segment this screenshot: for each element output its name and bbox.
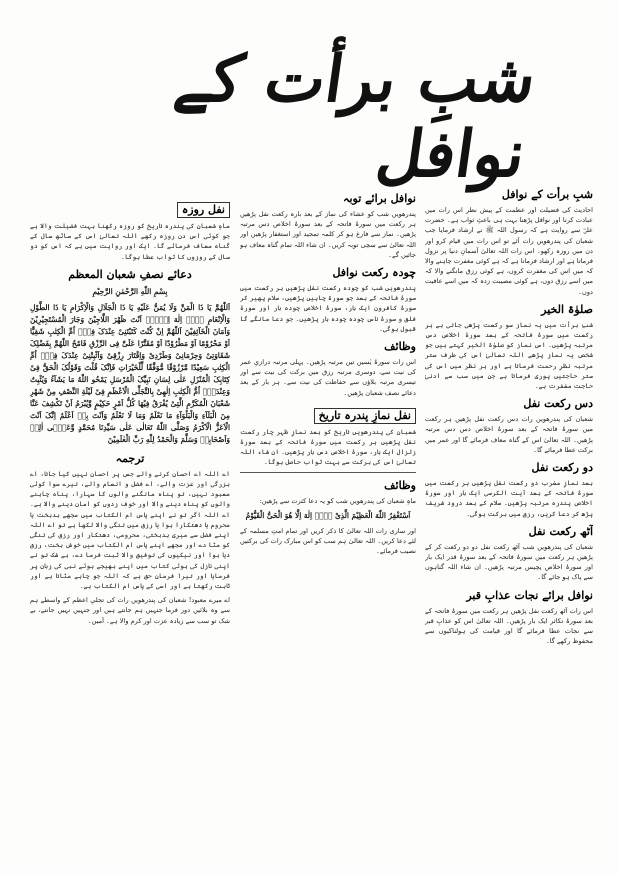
section <box>425 589 593 647</box>
section-body: شعبان کی پندرھویں شب آٹھ رکعت نفل دو دو رکعت کر کے پڑھیں ہر رکعت میں سورۂ فاتحہ کے بعد سورۂ قدر ایک بار اور سورۂ اخلاص پچیس مرتبہ پڑھیں۔ ان شاء اللہ گناہوں سے پاک ہو جائے گا۔ <box>425 542 593 582</box>
section-body: بعد نمازِ مغرب دو رکعت نفل پڑھیں ہر رکعت میں سورۂ فاتحہ کے بعد آیت الکرسی ایک بار اور سورۂ اخلاص پندرہ مرتبہ پڑھیں۔ سلام کے بعد درود شریف پڑھ کر دعا کریں، رزق میں برکت ہوگی۔ <box>425 479 593 518</box>
section-heading: نفل روزہ <box>177 202 230 218</box>
section-body: شعبان کی پندرھویں تاریخ کو بعد نمازِ ظہر چار رکعت نفل پڑھیں ہر رکعت میں سورۂ فاتحہ کے بعد سورۂ زلزال ایک بار، سورۂ اخلاص دس بار پڑھیں۔ ان شاء اللہ تعالیٰ اس کی برکت سے بہت ثواب حاصل ہوگا۔ <box>240 427 416 467</box>
translation-text: اے اللہ اے احسان کرنے والے جس پر احسان نہیں کیا جاتا، اے بزرگی اور عزت والے، اے فضل و انعام والے، تیرے سوا کوئی معبود نہیں، تو پناہ مانگنے والوں کا سہارا، پناہ چاہنے والوں کو پناہ دینے والا اور خوف زدوں کو امان دینے والا ہے۔ اے اللہ اگر تو نے اپنے پاس ام الکتاب میں مجھے بدبخت یا محروم یا دھتکارا ہوا یا رزق میں تنگی والا لکھا ہے تو اے اللہ اپنے فضل سے میری بدبختی، محرومی، دھتکار اور رزق کی تنگی کو مٹا دے اور مجھے اپنے پاس ام الکتاب میں خوش بخت، رزق دیا ہوا اور نیکیوں کی توفیق والا ثبت فرما دے، بے شک تو نے اپنی نازل کی ہوئی کتاب میں اپنے بھیجے ہوئے نبی کی زبان پر فرمایا اور تیرا فرمان حق ہے کہ اللہ جو چاہے مٹاتا ہے اور ثابت رکھتا ہے اور اسی کے پاس ام الکتاب ہے۔ <box>30 469 230 591</box>
section-heading: دو رکعت نفل <box>531 461 593 475</box>
section <box>240 402 416 468</box>
section <box>240 340 416 398</box>
section-heading: نوافل برائے توبہ <box>343 192 416 205</box>
closing-text: اور ساری رات اللہ تعالیٰ کا ذکر کریں اور تمام امتِ مسلمہ کے لئے دعا کریں۔ اللہ تعالیٰ ہم سب کو اس مبارک رات کی برکتیں نصیب فرمائے۔ <box>240 526 416 556</box>
divider <box>240 472 416 473</box>
bismillah: بِسْمِ اللّٰهِ الرَّحْمٰنِ الرَّحِیْمِ <box>92 286 168 296</box>
section <box>240 192 416 260</box>
section-body: ماہِ شعبان کی پندرہ تاریخ کو روزہ رکھنا بہت فضیلت والا ہے جو کوئی اس دن روزہ رکھے اللہ تعالیٰ اس کے ساٹھ سال کے گناہ معاف فرمائے گا۔ ایک اور روایت میں ہے کہ اس کو دو سال کے روزوں کا ثواب عطا ہوگا۔ <box>30 222 230 261</box>
section-heading: صلوٰۃ الخیر <box>541 302 593 316</box>
section-heading: نفل نمازِ پندرہ تاریخ <box>314 408 416 424</box>
dua-arabic: اَسْتَغْفِرُ اللّٰهَ الْعَظِیْمَ الَّذِیْ لَاۤ اِلٰهَ اِلَّا هُوَ الْحَیُّ الْقَیُّوْمُ <box>245 510 411 520</box>
section-body: شبِ برأت میں یہ نماز سو رکعت پڑھی جاتی ہے ہر رکعت میں سورۂ فاتحہ کے بعد سورۂ اخلاص دس مرتبہ پڑھیں۔ اس نماز کو صلوٰۃ الخیر کہتے ہیں جو شخص یہ نماز پڑھے اللہ تعالیٰ اس کی طرف ستر مرتبہ نظرِ رحمت فرماتا ہے اور ہر نظر میں اس کی ستر حاجتیں پوری فرماتا ہے جن میں سب سے ادنیٰ حاجت مغفرت ہے۔ <box>425 320 593 391</box>
section-heading: آٹھ رکعت نفل <box>528 524 593 538</box>
section-body: شعبان کی پندرھویں رات دس رکعت نفل پڑھیں ہر رکعت میں سورۂ فاتحہ کے بعد سورۂ اخلاص دس دس مرتبہ پڑھیں۔ اللہ تعالیٰ اس کے گناہ معاف فرمائے گا اور عمر میں برکت عطا فرمائے گا۔ <box>425 415 593 454</box>
section-heading: دس رکعت نفل <box>523 397 593 411</box>
section <box>425 525 593 583</box>
section-body: پندرھویں شب کو عشاء کی نماز کے بعد بارہ رکعت نفل پڑھیں ہر رکعت میں سورۂ فاتحہ کے بعد سورۂ اخلاص دس مرتبہ پڑھیں۔ نماز سے فارغ ہو کر کلمہ تمجید اور استغفار پڑھیں اور اللہ تعالیٰ سے سچی توبہ کریں۔ ان شاء اللہ تمام گناہ معاف ہو جائیں گے۔ <box>240 210 416 259</box>
section-heading: وظائف <box>384 478 416 492</box>
section <box>425 461 593 519</box>
section-body: احادیث کی فضیلت اور عظمت کے پیش نظر اس رات میں عبادت کرنا اور نوافل پڑھنا بہت ہی باعثِ ثواب ہے۔ حضرت علیؓ سے روایت ہے کہ رسول اللہ ﷺ نے ارشاد فرمایا جب شعبان کی پندرھویں رات آئے تو اس رات میں قیام کرو اور دن میں روزہ رکھو۔ اس رات اللہ تعالیٰ آسمانِ دنیا پر نزول فرماتا ہے اور ارشاد فرماتا ہے کہ ہے کوئی مغفرت چاہنے والا کہ میں اس کی مغفرت کروں، ہے کوئی رزق مانگنے والا کہ میں اسے رزق دوں، ہے کوئی مصیبت زدہ کہ میں اسے عافیت دوں۔ <box>425 206 593 296</box>
column-middle <box>240 186 416 786</box>
section-heading: نوافل برائے نجات عذابِ قبر <box>466 588 593 602</box>
dua-arabic: اَللّٰهُمَّ یَا ذَا الْمَنِّ وَلَا یُمَنُّ عَلَیْهِ یَا ذَا الْجَلَالِ وَالْاِکْرَامِ یَا ذَا الطَّوْلِ وَالْاِنْعَامِ لَاۤ اِلٰهَ اِلَّاۤ اَنْتَ ظَهْرَ اللَّاجِیْنَ وَجَارَ الْمُسْتَجِیْرِیْنَ وَاَمَانَ الْخَآئِفِیْنَ اَللّٰهُمَّ اِنْ کُنْتَ کَتَبْتَنِیْ عِنْدَکَ فِیْۤ اُمِّ الْکِتٰبِ شَقِیًّا اَوْ مَحْرُوْمًا اَوْ مَطْرُوْدًا اَوْ مُقَتَّرًا عَلَیَّ فِی الرِّزْقِ فَامْحُ اللّٰهُمَّ بِفَضْلِکَ شَقَاوَتِیْ وَحِرْمَانِیْ وَطَرْدِیْ وَاِقْتَارَ رِزْقِیْ وَاَثْبِتْنِیْ عِنْدَکَ فِیْۤ اُمِّ الْکِتٰبِ سَعِیْدًا مَّرْزُوْقًا مُّوَفَّقًا لِّلْخَیْرَاتِ فَاِنَّکَ قُلْتَ وَقَوْلُکَ الْحَقُّ فِیْ کِتَابِکَ الْمُنْزَلِ عَلٰی لِسَانِ نَبِیِّکَ الْمُرْسَلِ یَمْحُو اللّٰهُ مَا یَشَآءُ وَیُثْبِتُ وَعِنْدَهٗۤ اُمُّ الْکِتٰبِ اِلٰهِیْ بِالتَّجَلِّی الْاَعْظَمِ فِیْ لَیْلَةِ النِّصْفِ مِنْ شَهْرِ شَعْبَانَ الْمُکَرَّمِ الَّتِیْ یُفْرَقُ فِیْهَا کُلُّ اَمْرٍ حَکِیْمٍ وَّیُبْرَمُ اَنْ تَکْشِفَ عَنَّا مِنَ الْبَلَآءِ وَالْبَلْوَآءِ مَا نَعْلَمُ وَمَا لَا نَعْلَمُ وَاَنْتَ بِهٖ اَعْلَمُ اِنَّکَ اَنْتَ الْاَعَزُّ الْاَکْرَمُ وَصَلَّى اللّٰهُ تَعَالٰى عَلٰى سَیِّدِنَا مُحَمَّدٍ وَّعَلٰۤى اٰلِهٖ وَاَصْحَابِهٖ وَسَلَّمَ وَالْحَمْدُ لِلّٰهِ رَبِّ الْعٰلَمِیْنَ <box>30 302 230 444</box>
section-body: پندرھویں شب کو چودہ رکعت نفل پڑھیں ہر رکعت میں سورۂ فاتحہ کے بعد جو سورۃ چاہیں پڑھیں، سلام پھیر کر سورۂ کافرون ایک بار، سورۂ اخلاص چودہ بار اور سورۂ فلق و سورۂ ناس چودہ چودہ بار پڑھیں۔ جو دعا مانگے گا قبول ہوگی۔ <box>240 284 416 333</box>
page-title: شبِ برأت کے نوافل <box>169 42 541 192</box>
closing-text: اے میرے معبود! شعبان کی پندرھویں رات کی تجلیِ اعظم کے واسطے ہم سے وہ بلائیں دور فرما جنہیں ہم جانتے ہیں اور جنہیں نہیں جانتے، بے شک تو سب سے زیادہ عزت اور کرم والا ہے۔ آمین۔ <box>30 596 230 625</box>
section <box>425 188 593 297</box>
section <box>240 479 416 506</box>
column-right <box>425 182 593 782</box>
column-left <box>30 196 230 796</box>
section-heading: دعائے نصفِ شعبان المعظم <box>68 267 192 281</box>
section-body: اس رات آٹھ رکعت نفل پڑھیں ہر رکعت میں سورۂ فاتحہ کے بعد سورۂ تکاثر ایک بار پڑھیں۔ اللہ تعالیٰ اس کو عذابِ قبر سے نجات عطا فرمائے گا اور قیامت کی ہولناکیوں سے محفوظ رکھے گا۔ <box>425 606 593 646</box>
section-body: اس رات سورۂ یٰسین تین مرتبہ پڑھیں۔ پہلی مرتبہ درازیِ عمر کی نیت سے، دوسری مرتبہ رزق میں برکت کی نیت سے اور تیسری مرتبہ بلاؤں سے حفاظت کی نیت سے۔ ہر بار کے بعد دعائے نصف شعبان پڑھیں۔ <box>240 358 416 397</box>
section <box>240 266 416 334</box>
section <box>30 268 230 282</box>
section-heading: وظائف <box>384 340 416 354</box>
translation-heading: ترجمہ <box>115 451 145 465</box>
section-heading: چودہ رکعت نوافل <box>332 266 416 280</box>
section-heading: شبِ برأت کے نوافل <box>501 188 593 201</box>
section-body: ماہِ شعبان کی پندرھویں شب کو یہ دعا کثرت سے پڑھیں: <box>259 496 416 505</box>
section <box>425 303 593 391</box>
section <box>425 397 593 455</box>
section <box>30 196 230 262</box>
